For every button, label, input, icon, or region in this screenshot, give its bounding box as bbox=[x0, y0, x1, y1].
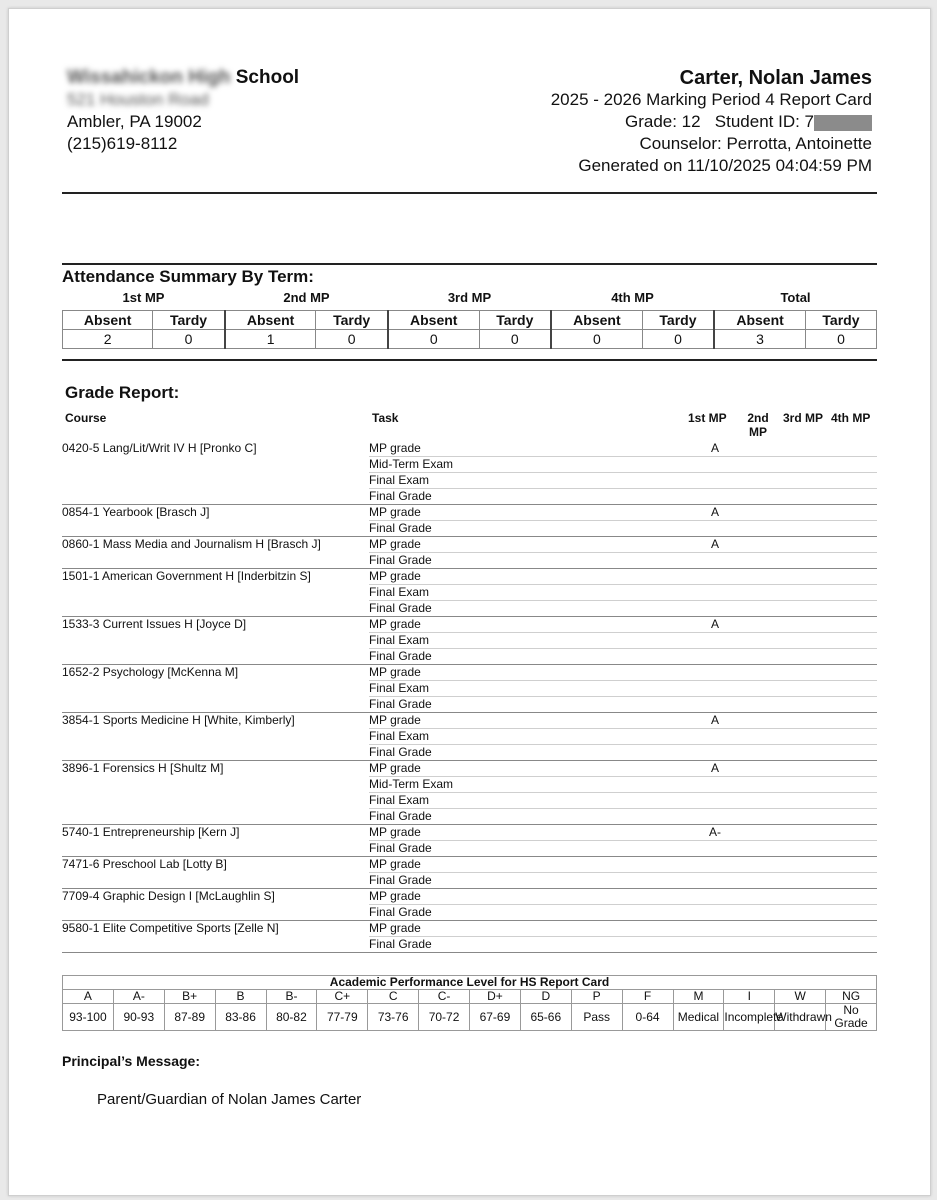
task-row bbox=[369, 777, 877, 793]
attendance-term-headers bbox=[62, 290, 877, 305]
absent-count: 3 bbox=[714, 330, 805, 349]
grade-level: B bbox=[215, 990, 266, 1004]
tardy-header: Tardy bbox=[642, 311, 714, 330]
grade-level: D+ bbox=[470, 990, 521, 1004]
term-header: 4th MP bbox=[611, 290, 654, 305]
task-row bbox=[369, 889, 877, 905]
principal-message: Parent/Guardian of Nolan James Carter bbox=[97, 1091, 362, 1108]
task-name: MP grade bbox=[369, 857, 421, 871]
task-row bbox=[369, 681, 877, 697]
task-name: MP grade bbox=[369, 825, 421, 839]
report-title: 2025 - 2026 Marking Period 4 Report Card bbox=[550, 90, 872, 109]
course-row bbox=[62, 713, 877, 761]
task-row bbox=[369, 441, 877, 457]
absent-header: Absent bbox=[714, 311, 805, 330]
performance-title: Academic Performance Level for HS Report Card bbox=[63, 976, 877, 990]
task-name: MP grade bbox=[369, 537, 421, 551]
course-row bbox=[62, 921, 877, 953]
student-info bbox=[551, 67, 872, 177]
course-name: 9580-1 Elite Competitive Sports [Zelle N] bbox=[62, 921, 279, 935]
grade-level: M bbox=[673, 990, 724, 1004]
mp1-grade: A bbox=[710, 713, 719, 727]
task-row bbox=[369, 633, 877, 649]
grade-level: D bbox=[520, 990, 571, 1004]
grade-range: 77-79 bbox=[317, 1004, 368, 1031]
task-row bbox=[369, 745, 877, 760]
task-row bbox=[369, 921, 877, 937]
mp2-header: 2nd MP bbox=[747, 411, 769, 439]
course-name: 3896-1 Forensics H [Shultz M] bbox=[62, 761, 224, 775]
school-address-line1: 521 Houston Road bbox=[67, 90, 209, 109]
tardy-count: 0 bbox=[153, 330, 225, 349]
task-row bbox=[369, 521, 877, 536]
course-name: 0420-5 Lang/Lit/Writ IV H [Pronko C] bbox=[62, 441, 257, 455]
grade-level: F bbox=[622, 990, 673, 1004]
divider bbox=[62, 263, 877, 265]
mp1-grade: A bbox=[710, 537, 719, 551]
course-row bbox=[62, 441, 877, 505]
grade-level: C bbox=[368, 990, 419, 1004]
grade-range: 73-76 bbox=[368, 1004, 419, 1031]
task-row bbox=[369, 505, 877, 521]
grade-level: B- bbox=[266, 990, 317, 1004]
task-name: Final Grade bbox=[369, 937, 432, 951]
task-name: Final Grade bbox=[369, 521, 432, 535]
course-row bbox=[62, 569, 877, 617]
course-name: 1533-3 Current Issues H [Joyce D] bbox=[62, 617, 247, 631]
task-name: Final Exam bbox=[369, 681, 430, 695]
absent-header: Absent bbox=[63, 311, 153, 330]
task-name: Final Grade bbox=[369, 809, 432, 823]
absent-header: Absent bbox=[225, 311, 316, 330]
task-row bbox=[369, 457, 877, 473]
grade-range: Pass bbox=[571, 1004, 622, 1031]
grade-report-title: Grade Report: bbox=[65, 383, 180, 402]
task-name: Mid-Term Exam bbox=[369, 457, 454, 471]
tardy-count: 0 bbox=[479, 330, 551, 349]
mp1-grade: A bbox=[710, 617, 719, 631]
tardy-count: 0 bbox=[316, 330, 388, 349]
task-name: Final Grade bbox=[369, 905, 432, 919]
tardy-header: Tardy bbox=[479, 311, 551, 330]
task-row bbox=[369, 937, 877, 952]
grade-range: Withdrawn bbox=[775, 1004, 826, 1031]
mp3-header: 3rd MP bbox=[783, 411, 824, 425]
grade-report-table bbox=[62, 441, 877, 953]
counselor: Counselor: Perrotta, Antoinette bbox=[639, 134, 872, 153]
course-row bbox=[62, 889, 877, 921]
task-row bbox=[369, 665, 877, 681]
school-address-line2: Ambler, PA 19002 bbox=[67, 112, 202, 131]
tardy-header: Tardy bbox=[153, 311, 225, 330]
task-name: MP grade bbox=[369, 713, 421, 727]
task-row bbox=[369, 617, 877, 633]
task-row bbox=[369, 489, 877, 504]
grade-and-id: Grade: 12 Student ID: 7 bbox=[551, 111, 872, 133]
task-row bbox=[369, 553, 877, 568]
task-name: MP grade bbox=[369, 617, 421, 631]
task-row bbox=[369, 649, 877, 664]
mp1-grade: A bbox=[710, 505, 719, 519]
task-row bbox=[369, 905, 877, 920]
school-info bbox=[67, 67, 299, 155]
grade-level: B+ bbox=[164, 990, 215, 1004]
task-row bbox=[369, 713, 877, 729]
course-header: Course bbox=[65, 411, 107, 425]
course-name: 0854-1 Yearbook [Brasch J] bbox=[62, 505, 210, 519]
student-name: Carter, Nolan James bbox=[679, 67, 872, 89]
principal-message-title: Principal’s Message: bbox=[62, 1053, 200, 1069]
grade-range: 90-93 bbox=[113, 1004, 164, 1031]
task-row bbox=[369, 809, 877, 824]
absent-count: 2 bbox=[63, 330, 153, 349]
course-row bbox=[62, 537, 877, 569]
report-card-page bbox=[8, 8, 931, 1196]
tardy-header: Tardy bbox=[805, 311, 876, 330]
course-name: 1501-1 American Government H [Inderbitzin S] bbox=[62, 569, 311, 583]
task-row bbox=[369, 857, 877, 873]
attendance-table bbox=[62, 310, 877, 349]
redacted-id bbox=[814, 115, 872, 131]
grade-range: 83-86 bbox=[215, 1004, 266, 1031]
course-row bbox=[62, 505, 877, 537]
tardy-header: Tardy bbox=[316, 311, 388, 330]
course-name: 5740-1 Entrepreneurship [Kern J] bbox=[62, 825, 240, 839]
grade-level: C- bbox=[419, 990, 470, 1004]
tardy-count: 0 bbox=[642, 330, 714, 349]
task-row bbox=[369, 729, 877, 745]
task-name: Final Exam bbox=[369, 585, 430, 599]
mp4-header: 4th MP bbox=[831, 411, 871, 425]
task-name: Final Exam bbox=[369, 793, 430, 807]
course-name: 1652-2 Psychology [McKenna M] bbox=[62, 665, 239, 679]
course-row bbox=[62, 857, 877, 889]
grade-range: 67-69 bbox=[470, 1004, 521, 1031]
task-row bbox=[369, 841, 877, 856]
course-row bbox=[62, 617, 877, 665]
task-name: MP grade bbox=[369, 889, 421, 903]
grade-level: P bbox=[571, 990, 622, 1004]
task-name: Final Grade bbox=[369, 745, 432, 759]
grade-level: C+ bbox=[317, 990, 368, 1004]
grade-range: 80-82 bbox=[266, 1004, 317, 1031]
divider bbox=[62, 359, 877, 361]
mp1-header: 1st MP bbox=[688, 411, 727, 425]
course-row bbox=[62, 825, 877, 857]
grade-level: A- bbox=[113, 990, 164, 1004]
school-name: Wissahickon High School bbox=[67, 67, 300, 88]
course-row bbox=[62, 761, 877, 825]
absent-count: 1 bbox=[225, 330, 316, 349]
task-name: MP grade bbox=[369, 569, 421, 583]
task-name: Final Grade bbox=[369, 553, 432, 567]
mp1-grade: A- bbox=[709, 825, 721, 839]
grade-range: 87-89 bbox=[164, 1004, 215, 1031]
task-name: Final Grade bbox=[369, 649, 432, 663]
grade-range: 0-64 bbox=[622, 1004, 673, 1031]
grade-range: 70-72 bbox=[419, 1004, 470, 1031]
course-name: 3854-1 Sports Medicine H [White, Kimberly] bbox=[62, 713, 295, 727]
task-row bbox=[369, 473, 877, 489]
grade-range: Medical bbox=[673, 1004, 724, 1031]
task-name: Final Exam bbox=[369, 473, 430, 487]
absent-header: Absent bbox=[388, 311, 479, 330]
task-name: Final Exam bbox=[369, 729, 430, 743]
task-name: MP grade bbox=[369, 441, 421, 455]
divider bbox=[62, 192, 877, 194]
task-row bbox=[369, 585, 877, 601]
term-header: 1st MP bbox=[122, 290, 165, 305]
task-name: Mid-Term Exam bbox=[369, 777, 454, 791]
grade-level: W bbox=[775, 990, 826, 1004]
task-row bbox=[369, 793, 877, 809]
task-name: MP grade bbox=[369, 921, 421, 935]
grade-level: A bbox=[63, 990, 114, 1004]
term-header: Total bbox=[780, 290, 811, 305]
task-row bbox=[369, 873, 877, 888]
grade-range: No Grade bbox=[826, 1004, 877, 1031]
task-name: Final Grade bbox=[369, 489, 432, 503]
task-name: Final Grade bbox=[369, 601, 432, 615]
term-header: 2nd MP bbox=[283, 290, 330, 305]
mp1-grade: A bbox=[710, 761, 719, 775]
task-row bbox=[369, 761, 877, 777]
grade-range: 65-66 bbox=[520, 1004, 571, 1031]
course-row bbox=[62, 665, 877, 713]
performance-level-table bbox=[62, 975, 877, 1031]
grade-range: Incomplete bbox=[724, 1004, 775, 1031]
mp1-grade: A bbox=[710, 441, 719, 455]
task-row bbox=[369, 825, 877, 841]
task-name: MP grade bbox=[369, 505, 421, 519]
task-row bbox=[369, 601, 877, 616]
course-name: 7709-4 Graphic Design I [McLaughlin S] bbox=[62, 889, 275, 903]
term-header: 3rd MP bbox=[447, 290, 492, 305]
task-name: Final Exam bbox=[369, 633, 430, 647]
course-name: 0860-1 Mass Media and Journalism H [Brasch J] bbox=[62, 537, 321, 551]
absent-count: 0 bbox=[388, 330, 479, 349]
absent-count: 0 bbox=[551, 330, 642, 349]
task-name: MP grade bbox=[369, 761, 421, 775]
task-name: Final Grade bbox=[369, 873, 432, 887]
task-name: Final Grade bbox=[369, 697, 432, 711]
task-row bbox=[369, 569, 877, 585]
task-name: Final Grade bbox=[369, 841, 432, 855]
absent-header: Absent bbox=[551, 311, 642, 330]
task-row bbox=[369, 697, 877, 712]
attendance-title: Attendance Summary By Term: bbox=[62, 267, 314, 286]
course-name: 7471-6 Preschool Lab [Lotty B] bbox=[62, 857, 227, 871]
grade-level: NG bbox=[826, 990, 877, 1004]
tardy-count: 0 bbox=[805, 330, 876, 349]
task-name: MP grade bbox=[369, 665, 421, 679]
school-phone: (215)619-8112 bbox=[67, 134, 178, 153]
grade-level: I bbox=[724, 990, 775, 1004]
grade-range: 93-100 bbox=[63, 1004, 114, 1031]
task-row bbox=[369, 537, 877, 553]
generated-date: Generated on 11/10/2025 04:04:59 PM bbox=[578, 156, 872, 175]
task-header: Task bbox=[372, 411, 399, 425]
